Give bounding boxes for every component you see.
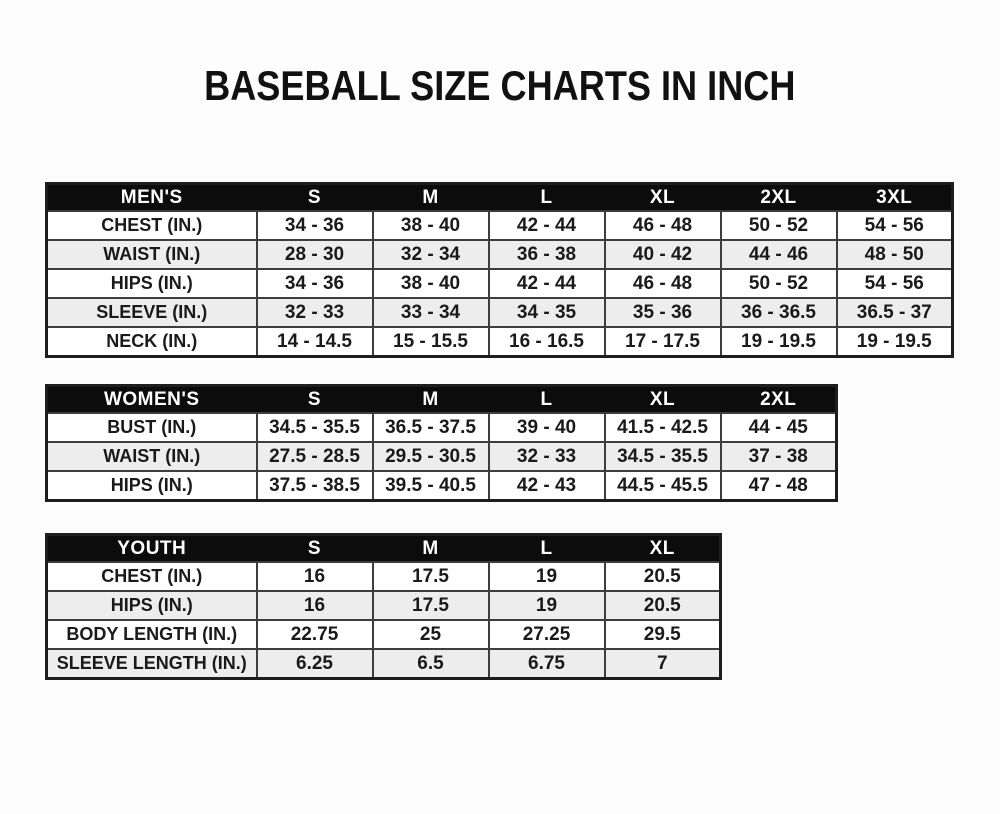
page-title-text: BASEBALL SIZE CHARTS IN INCH <box>204 62 796 109</box>
measurement-value: 27.5 - 28.5 <box>257 442 373 471</box>
group-header: MEN'S <box>47 184 257 212</box>
size-column-header: M <box>373 184 489 212</box>
measurement-value: 19 - 19.5 <box>721 327 837 357</box>
size-column-header: XL <box>605 535 721 563</box>
measurement-value: 20.5 <box>605 591 721 620</box>
measurement-value: 39 - 40 <box>489 413 605 442</box>
measurement-value: 36.5 - 37 <box>837 298 953 327</box>
measurement-value: 27.25 <box>489 620 605 649</box>
womens-size-table-grid <box>45 384 838 502</box>
womens-size-table <box>45 384 1000 502</box>
measurement-label: SLEEVE (IN.) <box>47 298 257 327</box>
measurement-label: WAIST (IN.) <box>47 240 257 269</box>
measurement-value: 16 <box>257 591 373 620</box>
measurement-value: 38 - 40 <box>373 211 489 240</box>
measurement-label: SLEEVE LENGTH (IN.) <box>47 649 257 679</box>
measurement-label: CHEST (IN.) <box>47 562 257 591</box>
measurement-label: HIPS (IN.) <box>47 269 257 298</box>
measurement-value: 17.5 <box>373 562 489 591</box>
measurement-value: 50 - 52 <box>721 269 837 298</box>
measurement-value: 40 - 42 <box>605 240 721 269</box>
measurement-value: 46 - 48 <box>605 269 721 298</box>
size-column-header: 2XL <box>721 184 837 212</box>
measurement-value: 54 - 56 <box>837 211 953 240</box>
measurement-value: 37.5 - 38.5 <box>257 471 373 501</box>
measurement-value: 36 - 36.5 <box>721 298 837 327</box>
measurement-value: 48 - 50 <box>837 240 953 269</box>
group-header: WOMEN'S <box>47 386 257 414</box>
page-title <box>0 62 1000 110</box>
measurement-value: 34.5 - 35.5 <box>605 442 721 471</box>
measurement-value: 32 - 33 <box>489 442 605 471</box>
header-row <box>47 535 721 563</box>
size-column-header: S <box>257 535 373 563</box>
measurement-value: 36.5 - 37.5 <box>373 413 489 442</box>
measurement-label: CHEST (IN.) <box>47 211 257 240</box>
measurement-value: 15 - 15.5 <box>373 327 489 357</box>
size-column-header: L <box>489 184 605 212</box>
measurement-value: 29.5 <box>605 620 721 649</box>
measurement-value: 42 - 43 <box>489 471 605 501</box>
measurement-value: 39.5 - 40.5 <box>373 471 489 501</box>
measurement-value: 44 - 46 <box>721 240 837 269</box>
size-column-header: M <box>373 535 489 563</box>
youth-size-table-grid <box>45 533 722 680</box>
measurement-value: 16 <box>257 562 373 591</box>
measurement-label: HIPS (IN.) <box>47 471 257 501</box>
table-row <box>47 298 953 327</box>
measurement-value: 34.5 - 35.5 <box>257 413 373 442</box>
measurement-value: 41.5 - 42.5 <box>605 413 721 442</box>
table-row <box>47 327 953 357</box>
measurement-value: 20.5 <box>605 562 721 591</box>
measurement-value: 14 - 14.5 <box>257 327 373 357</box>
measurement-value: 42 - 44 <box>489 211 605 240</box>
size-column-header: L <box>489 386 605 414</box>
measurement-value: 50 - 52 <box>721 211 837 240</box>
measurement-value: 6.75 <box>489 649 605 679</box>
size-column-header: L <box>489 535 605 563</box>
mens-size-table <box>45 182 1000 358</box>
measurement-label: HIPS (IN.) <box>47 591 257 620</box>
size-column-header: 2XL <box>721 386 837 414</box>
table-row <box>47 620 721 649</box>
measurement-value: 33 - 34 <box>373 298 489 327</box>
measurement-value: 16 - 16.5 <box>489 327 605 357</box>
size-column-header: S <box>257 386 373 414</box>
measurement-label: BODY LENGTH (IN.) <box>47 620 257 649</box>
measurement-value: 54 - 56 <box>837 269 953 298</box>
measurement-value: 28 - 30 <box>257 240 373 269</box>
header-row <box>47 386 837 414</box>
table-row <box>47 413 837 442</box>
measurement-value: 34 - 36 <box>257 269 373 298</box>
size-column-header: 3XL <box>837 184 953 212</box>
measurement-value: 6.5 <box>373 649 489 679</box>
measurement-label: WAIST (IN.) <box>47 442 257 471</box>
header-row <box>47 184 953 212</box>
measurement-label: NECK (IN.) <box>47 327 257 357</box>
measurement-value: 19 <box>489 562 605 591</box>
table-row <box>47 562 721 591</box>
measurement-value: 32 - 34 <box>373 240 489 269</box>
size-column-header: XL <box>605 184 721 212</box>
measurement-value: 25 <box>373 620 489 649</box>
mens-size-table-grid <box>45 182 954 358</box>
measurement-value: 29.5 - 30.5 <box>373 442 489 471</box>
measurement-value: 34 - 35 <box>489 298 605 327</box>
size-column-header: S <box>257 184 373 212</box>
measurement-value: 47 - 48 <box>721 471 837 501</box>
measurement-value: 44 - 45 <box>721 413 837 442</box>
size-column-header: M <box>373 386 489 414</box>
measurement-value: 34 - 36 <box>257 211 373 240</box>
youth-size-table <box>45 533 1000 680</box>
size-chart-page <box>0 62 1000 680</box>
measurement-value: 19 <box>489 591 605 620</box>
table-row <box>47 269 953 298</box>
table-row <box>47 591 721 620</box>
measurement-value: 38 - 40 <box>373 269 489 298</box>
measurement-value: 36 - 38 <box>489 240 605 269</box>
table-row <box>47 471 837 501</box>
measurement-value: 35 - 36 <box>605 298 721 327</box>
measurement-value: 19 - 19.5 <box>837 327 953 357</box>
measurement-value: 46 - 48 <box>605 211 721 240</box>
size-column-header: XL <box>605 386 721 414</box>
measurement-value: 37 - 38 <box>721 442 837 471</box>
measurement-value: 32 - 33 <box>257 298 373 327</box>
measurement-value: 42 - 44 <box>489 269 605 298</box>
measurement-value: 22.75 <box>257 620 373 649</box>
measurement-label: BUST (IN.) <box>47 413 257 442</box>
table-row <box>47 240 953 269</box>
measurement-value: 44.5 - 45.5 <box>605 471 721 501</box>
group-header: YOUTH <box>47 535 257 563</box>
measurement-value: 17.5 <box>373 591 489 620</box>
measurement-value: 6.25 <box>257 649 373 679</box>
table-row <box>47 442 837 471</box>
table-row <box>47 649 721 679</box>
measurement-value: 17 - 17.5 <box>605 327 721 357</box>
measurement-value: 7 <box>605 649 721 679</box>
table-row <box>47 211 953 240</box>
